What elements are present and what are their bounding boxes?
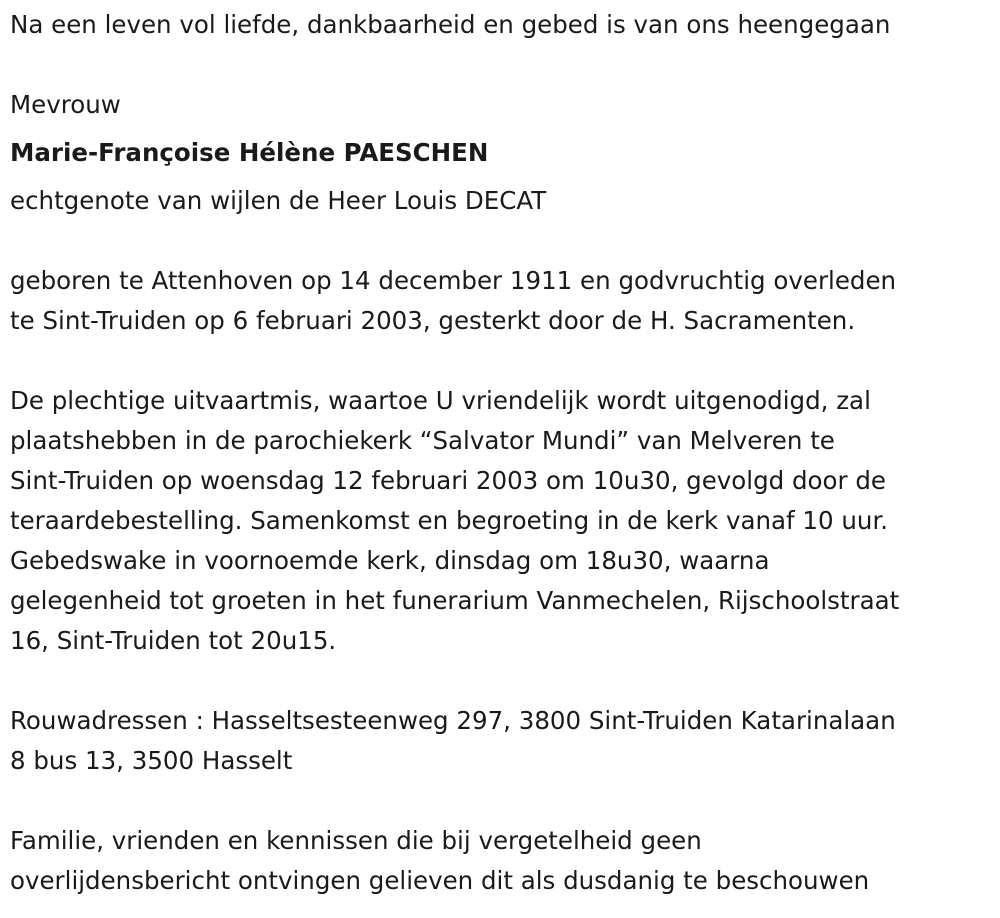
funeral-line: Sint-Truiden op woensdag 12 februari 2003 om 10u30, gevolgd door de (10, 466, 886, 495)
funeral-line: 16, Sint-Truiden tot 20u15. (10, 626, 337, 655)
salutation: Mevrouw (10, 90, 121, 119)
funeral-line: teraardebestelling. Samenkomst en begroeting in de kerk vanaf 10 uur. (10, 506, 889, 535)
closing-line: overlijdensbericht ontvingen gelieven dit als dusdanig te beschouwen (10, 866, 870, 895)
intro-text: Na een leven vol liefde, dankbaarheid en gebed is van ons heengegaan (10, 10, 891, 39)
funeral-line: Gebedswake in voornoemde kerk, dinsdag om 18u30, waarna (10, 546, 770, 575)
deceased-name: Marie-Françoise Hélène PAESCHEN (10, 138, 489, 167)
spouse-line: echtgenote van wijlen de Heer Louis DECAT (10, 186, 547, 215)
birth-death-line: te Sint-Truiden op 6 februari 2003, gesterkt door de H. Sacramenten. (10, 306, 856, 335)
funeral-line: De plechtige uitvaartmis, waartoe U vriendelijk wordt uitgenodigd, zal (10, 386, 871, 415)
address-line: 8 bus 13, 3500 Hasselt (10, 746, 293, 775)
funeral-line: gelegenheid tot groeten in het funerarium Vanmechelen, Rijschoolstraat (10, 586, 900, 615)
birth-death-line: geboren te Attenhoven op 14 december 1911 en godvruchtig overleden (10, 266, 897, 295)
address-line: Rouwadressen : Hasseltsesteenweg 297, 3800 Sint-Truiden Katarinalaan (10, 706, 896, 735)
closing-line: Familie, vrienden en kennissen die bij vergetelheid geen (10, 826, 702, 855)
funeral-line: plaatshebben in de parochiekerk “Salvator Mundi” van Melveren te (10, 426, 835, 455)
